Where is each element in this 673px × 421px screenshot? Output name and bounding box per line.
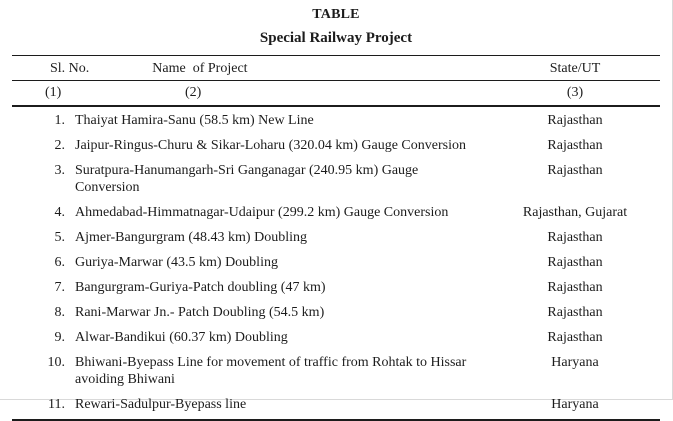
table-row [12,350,660,392]
row-serial-number: 4. [54,205,65,220]
row-serial-number: 10. [47,355,65,370]
row-serial-number: 11. [48,397,65,412]
table-row [12,250,660,275]
table-row [12,325,660,350]
state-ut: Rajasthan [547,280,603,295]
project-name: Suratpura-Hanumangarh-Sri Ganganagar (240.95 km) Gauge Conversion [75,163,419,195]
state-ut: Rajasthan [547,230,603,245]
row-serial-number: 5. [54,230,65,245]
state-ut: Haryana [551,397,599,412]
table-subtitle: Special Railway Project [259,30,413,46]
project-name: Bangurgram-Guriya-Patch doubling (47 km) [75,280,326,295]
row-serial-number: 1. [54,113,65,128]
table-row [12,158,660,200]
column-index-3: (3) [566,85,584,100]
project-name: Ajmer-Bangurgram (48.43 km) Doubling [75,230,307,245]
state-ut: Rajasthan [547,330,603,345]
column-index-1: (1) [45,85,62,100]
project-name: Rani-Marwar Jn.- Patch Doubling (54.5 km) [75,305,325,320]
row-serial-number: 9. [54,330,65,345]
table-title: TABLE [312,7,360,22]
row-serial-number: 3. [54,163,65,178]
project-name: Alwar-Bandikui (60.37 km) Doubling [75,330,288,345]
project-name: Rewari-Sadulpur-Byepass line [75,397,247,412]
project-name: Ahmedabad-Himmatnagar-Udaipur (299.2 km) Gauge Conversion [75,205,449,220]
project-name: Thaiyat Hamira-Sanu (58.5 km) New Line [75,113,314,128]
table-row [12,133,660,158]
row-serial-number: 7. [54,280,65,295]
row-serial-number: 6. [54,255,65,270]
table-row [12,225,660,250]
table-body [12,107,660,421]
state-ut: Rajasthan [547,255,603,270]
column-header-name-of-project: Name of Project [152,61,248,76]
table-row [12,108,660,133]
table-row [12,392,660,417]
state-ut: Rajasthan [547,163,603,178]
state-ut: Haryana [551,355,599,370]
row-serial-number: 8. [54,305,65,320]
row-serial-number: 2. [54,138,65,153]
table-header-row [12,56,660,81]
project-name: Guriya-Marwar (43.5 km) Doubling [75,255,278,270]
state-ut: Rajasthan [547,305,603,320]
state-ut: Rajasthan, Gujarat [522,205,628,220]
table-column-index-row [12,81,660,107]
project-name: Jaipur-Ringus-Churu & Sikar-Loharu (320.04 km) Gauge Conversion [75,138,466,153]
state-ut: Rajasthan [547,113,603,128]
state-ut: Rajasthan [547,138,603,153]
table-row [12,275,660,300]
column-index-2: (2) [185,85,202,100]
table-row [12,300,660,325]
project-name: Bhiwani-Byepass Line for movement of traffic from Rohtak to Hissar avoiding Bhiwani [75,355,467,387]
special-railway-project-table [12,55,660,421]
column-header-sl-no: Sl. No. [50,61,90,76]
table-row [12,200,660,225]
column-header-state-ut: State/UT [549,61,601,76]
